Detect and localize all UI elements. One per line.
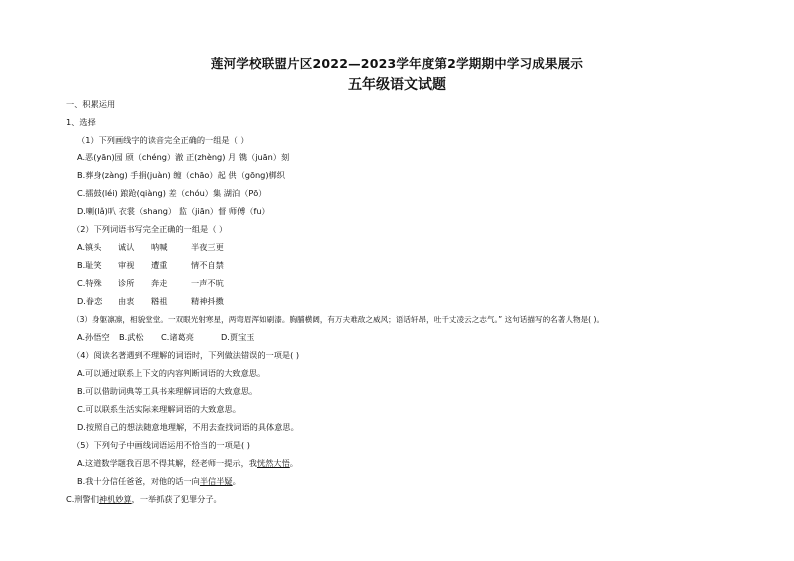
sub5-option-a	[77, 458, 298, 469]
sub2-stem: （2）下列词语书写完全正确的一组是（ ）	[72, 224, 228, 234]
sub3-stem: （3）身躯凛凛，相貌堂堂。一双眼光射寒星，两弯眉浑如刷漆。胸脯横阔，有万夫难敌之威风；语话轩昂，吐千丈凌云之志气。” 这句话描写的名著人物是( )。	[72, 315, 605, 324]
option: B.武松	[119, 332, 144, 342]
question-heading: 1、选择	[66, 117, 96, 127]
word: 由衷	[118, 296, 135, 306]
word: A.镇头	[77, 242, 102, 252]
option: C.诸葛亮	[161, 332, 194, 342]
sub3-options	[77, 332, 254, 343]
option-text: B.我十分信任爸爸，对他的话一向	[77, 476, 200, 486]
word: 精神抖擞	[191, 296, 224, 306]
sub4-option-b: B.可以借助词典等工具书来理解词语的大致意思。	[77, 386, 258, 396]
sub5-option-b	[77, 476, 241, 487]
word: 半夜三更	[191, 242, 224, 252]
underlined-word: 恍然大悟	[257, 458, 290, 468]
word: D.眷恋	[77, 296, 103, 306]
word: 情不自禁	[191, 260, 224, 270]
section-heading: 一、积累运用	[66, 99, 116, 109]
sub2-row-a	[77, 242, 224, 253]
option-text: A.这道数学题我百思不得其解，经老师一提示，我	[77, 458, 257, 468]
word: 奔走	[151, 278, 168, 288]
sub4-option-d: D.按照自己的想法随意地理解，不用去查找词语的具体意思。	[77, 422, 299, 432]
sub1-option-a: A.恶(yān)园 颀（chéng）澈 正(zhèng) 月 镌（juān）刻	[77, 152, 290, 162]
sub4-option-a: A.可以通过联系上下文的内容判断词语的大致意思。	[77, 368, 266, 378]
page-subtitle: 五年级语文试题	[348, 77, 446, 93]
sub5-option-c	[66, 494, 222, 505]
option-text: 。	[232, 476, 241, 486]
word: 一声不吭	[191, 278, 224, 288]
sub2-row-c	[77, 278, 224, 289]
word: B.耻笑	[77, 260, 102, 270]
sub1-option-c: C.擂鼓(léi) 踉跄(qiàng) 差（chóu）集 湖泊（Pō）	[77, 188, 267, 198]
word: 审视	[118, 260, 135, 270]
sub1-option-b: B.葬身(zàng) 手捐(juàn) 缠（chāo）起 供（gōng)梆织	[77, 170, 285, 180]
sub2-row-b	[77, 260, 224, 271]
word: 呐喊	[151, 242, 168, 252]
word: 遭重	[151, 260, 168, 270]
sub4-stem: （4）阅读名著遇到不理解的词语时，下列做法错误的一项是( )	[72, 350, 300, 360]
word: C.特殊	[77, 278, 102, 288]
option-text: 。	[289, 458, 298, 468]
sub5-stem: （5）下列句子中画线词语运用不恰当的一项是( )	[72, 440, 250, 450]
word: 诚认	[118, 242, 135, 252]
word: 糌祖	[151, 296, 168, 306]
underlined-word: 神机妙算	[98, 494, 132, 504]
sub4-option-c: C.可以联系生活实际来理解词语的大致意思。	[77, 404, 241, 414]
sub2-row-d	[77, 296, 224, 307]
word: 诊所	[118, 278, 135, 288]
option-text: C.刑警们	[66, 494, 99, 504]
sub1-stem: （1）下列画线字的读音完全正确的一组是（ ）	[77, 135, 249, 145]
sub1-option-d: D.喇(lǎ)叭 衣裳（shang） 监（jiān）督 师傅（fu）	[77, 206, 270, 216]
option: A.孙悟空	[77, 332, 110, 342]
option: D.贾宝玉	[221, 332, 255, 342]
page-title: 莲河学校联盟片区2022—2023学年度第2学期期中学习成果展示	[210, 56, 584, 71]
underlined-word: 半信半疑	[199, 476, 233, 486]
option-text: ，一举抓获了犯罪分子。	[131, 494, 222, 504]
